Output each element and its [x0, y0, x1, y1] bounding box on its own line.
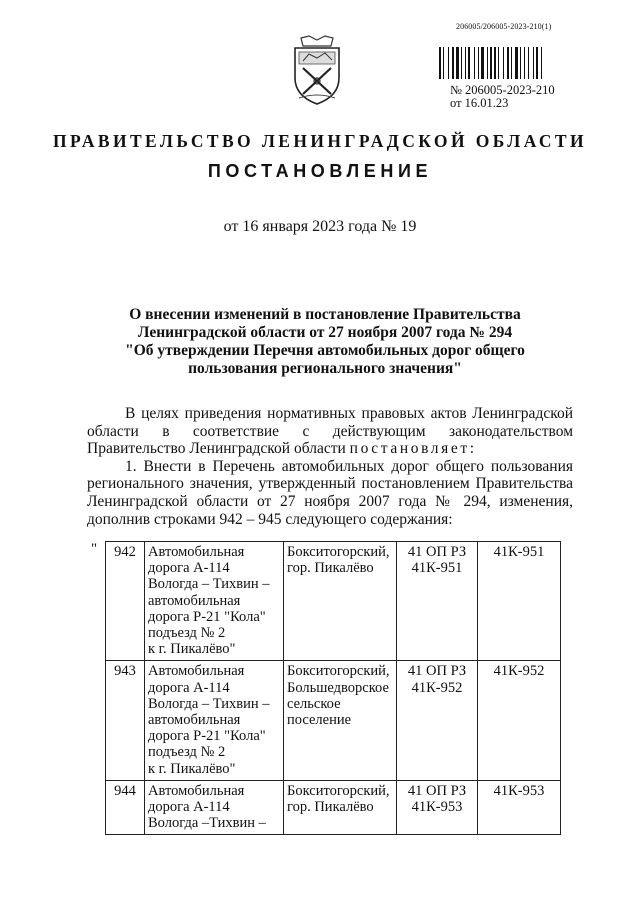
road-name-line: к г. Пикалёво" — [148, 641, 236, 658]
road-district-line: Большедворское — [287, 679, 389, 696]
subject-line: "Об утверждении Перечня автомобильных дорог общего — [125, 342, 525, 359]
road-district — [284, 780, 397, 835]
document-subject — [110, 306, 540, 378]
registration-date: от 16.01.23 — [450, 96, 509, 110]
road-name-line: подъезд № 2 — [148, 744, 226, 761]
registration-number: № 206005-2023-210 — [450, 83, 555, 97]
road-name-line: Автомобильная — [148, 782, 245, 799]
paragraph-item-1: 1. Внести в Перечень автомобильных дорог общего пользования регионального значения, утвержденный постановлением Правительства Ленинградской области от 27 ноября 2007 года № 294, изменения, дополнив строками 942 – 945 следующего содержания: — [87, 457, 573, 528]
road-ext-code: 41К-952 — [478, 661, 561, 780]
registration-block — [450, 84, 555, 110]
road-name-line: дорога А-114 — [148, 679, 230, 696]
road-ext-code: 41К-953 — [478, 780, 561, 835]
road-name-line: дорога А-114 — [148, 799, 230, 816]
road-code — [397, 661, 478, 780]
road-district-line: гор. Пикалёво — [287, 799, 374, 816]
road-district-line: Бокситогорский, — [287, 544, 390, 560]
road-district-line: сельское — [287, 695, 341, 712]
road-name-line: дорога Р-21 "Кола" — [148, 728, 266, 745]
table-row — [106, 661, 561, 780]
resolves-word: постановляет: — [349, 440, 477, 458]
road-code-line: 41 ОП РЗ — [407, 544, 467, 560]
row-number: 942 — [106, 542, 145, 661]
road-code-line: 41К-953 — [411, 799, 463, 816]
road-district — [284, 542, 397, 661]
coat-of-arms-icon — [287, 34, 347, 106]
road-name-line: Вологда –Тихвин – — [148, 815, 266, 832]
road-name-line: Вологда – Тихвин – — [148, 576, 270, 593]
paragraph-preamble — [87, 405, 573, 458]
road-code — [397, 542, 478, 661]
road-name-line: Автомобильная — [148, 544, 245, 560]
road-name — [145, 542, 284, 661]
road-name-line: дорога Р-21 "Кола" — [148, 608, 266, 625]
row-number: 943 — [106, 661, 145, 780]
road-name-line: Автомобильная — [148, 663, 245, 680]
document-id: 206005/206005-2023-210(1) — [456, 22, 552, 31]
road-district-line: поселение — [287, 712, 352, 729]
document-type: ПОСТАНОВЛЕНИЕ — [207, 161, 433, 181]
roads-table — [105, 541, 561, 835]
road-district — [284, 661, 397, 780]
road-name-line: к г. Пикалёво" — [148, 760, 236, 777]
preamble-text: В целях приведения нормативных правовых актов Ленинградской области в соответствие с действующим законодательством Правительство Ленинградской области — [87, 405, 573, 458]
subject-line: Ленинградской области от 27 ноября 2007 года № 294 — [137, 324, 513, 341]
table-row — [106, 780, 561, 835]
road-name-line: Вологда – Тихвин – — [148, 695, 270, 712]
barcode-icon — [439, 47, 583, 79]
road-code-line: 41К-951 — [411, 560, 463, 577]
document-date: от 16 января 2023 года № 19 — [223, 218, 417, 235]
road-name-line: подъезд № 2 — [148, 625, 226, 642]
road-code — [397, 780, 478, 835]
road-district-line: Бокситогорский, — [287, 782, 390, 799]
road-name — [145, 780, 284, 835]
document-body — [87, 405, 573, 528]
road-name — [145, 661, 284, 780]
opening-quote: " — [91, 541, 98, 557]
road-name-line: дорога А-114 — [148, 560, 230, 577]
row-number: 944 — [106, 780, 145, 835]
subject-line: пользования регионального значения" — [188, 360, 462, 377]
road-code-line: 41 ОП РЗ — [407, 663, 467, 680]
road-code-line: 41К-952 — [411, 679, 463, 696]
road-district-line: Бокситогорский, — [287, 663, 390, 680]
road-district-line: гор. Пикалёво — [287, 560, 374, 577]
government-title: ПРАВИТЕЛЬСТВО ЛЕНИНГРАДСКОЙ ОБЛАСТИ — [52, 131, 588, 151]
table-row — [106, 542, 561, 661]
road-code-line: 41 ОП РЗ — [407, 782, 467, 799]
road-name-line: автомобильная — [148, 712, 241, 729]
road-ext-code: 41К-951 — [478, 542, 561, 661]
road-name-line: автомобильная — [148, 592, 241, 609]
subject-line: О внесении изменений в постановление Правительства — [129, 306, 521, 323]
